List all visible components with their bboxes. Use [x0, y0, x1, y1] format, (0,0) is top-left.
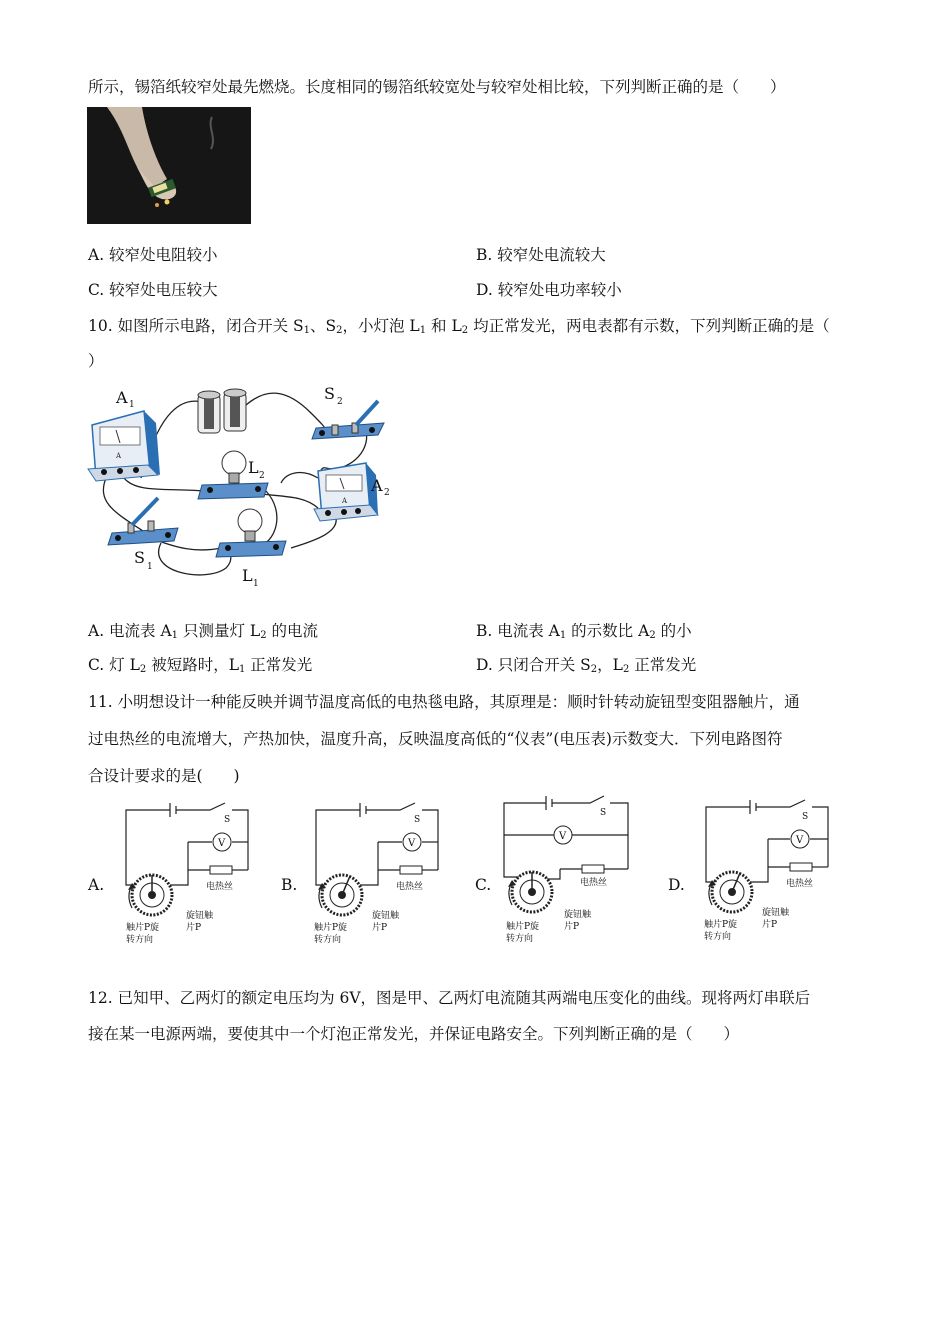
q11-circuit-a [110, 800, 260, 950]
svg-text:转方向: 转方向 [126, 935, 154, 945]
svg-text:S: S [802, 812, 809, 822]
label-l2-sub: 2 [259, 471, 265, 481]
label-l1-sub: 1 [253, 579, 259, 589]
svg-text:触片P旋: 触片P旋 [126, 923, 160, 933]
svg-text:V: V [218, 838, 226, 849]
svg-text:触片P旋: 触片P旋 [314, 923, 348, 933]
q9-option-c: C. 较窄处电压较大 [88, 281, 218, 299]
label-l2: L [248, 458, 259, 477]
q11-option-a-letter: A. [88, 876, 105, 894]
svg-text:S: S [600, 808, 607, 818]
q10-stem-end: ） [88, 352, 104, 370]
svg-text:电热丝: 电热丝 [396, 882, 424, 892]
q11-option-c-letter: C. [475, 876, 492, 894]
q10-option-d: D. 只闭合开关 $S_2$，$L_2$ 正常发光 [476, 656, 697, 675]
label-s1: S [134, 548, 145, 567]
svg-text:旋钮触: 旋钮触 [186, 911, 214, 921]
q11-stem-line-2: 过电热丝的电流增大，产热加快，温度升高，反映温度高低的“仪表”(电压表)示数变大．下列电路图符 [88, 730, 783, 748]
q12-stem-line-2: 接在某一电源两端，要使其中一个灯泡正常发光，并保证电路安全。下列判断正确的是（ ） [88, 1025, 740, 1043]
q11-option-b-letter: B. [281, 876, 298, 894]
svg-text:片P: 片P [762, 920, 778, 930]
svg-text:旋钮触: 旋钮触 [372, 911, 400, 921]
svg-text:触片P旋: 触片P旋 [704, 920, 738, 930]
q10-option-a: A. 电流表 $A_1$ 只测量灯 $L_2$ 的电流 [88, 622, 319, 641]
svg-text:转方向: 转方向 [314, 935, 342, 945]
q11-stem-line-1: 11. 小明想设计一种能反映并调节温度高低的电热毯电路，其原理是：顺时针转动旋钮型变阻器触片，通 [88, 693, 800, 711]
svg-text:旋钮触: 旋钮触 [762, 908, 790, 918]
bulb-l1 [216, 509, 286, 557]
label-s1-sub: 1 [147, 562, 153, 572]
label-l1: L [242, 566, 253, 585]
q10-circuit-figure [86, 383, 396, 593]
tinfoil-photo-image [87, 107, 251, 224]
svg-text:触片P旋: 触片P旋 [506, 922, 540, 932]
label-a1: A [116, 388, 128, 407]
svg-text:电热丝: 电热丝 [206, 882, 234, 892]
q9-option-b: B. 较窄处电流较大 [476, 246, 606, 264]
svg-text:片P: 片P [564, 922, 580, 932]
battery-pack [198, 389, 246, 433]
q11-option-d-letter: D. [668, 876, 685, 894]
label-a1-sub: 1 [129, 400, 135, 410]
ammeter-a1 [88, 411, 160, 481]
q11-circuit-c [490, 795, 640, 950]
svg-text:S: S [224, 815, 231, 825]
svg-text:S: S [414, 815, 421, 825]
q10-option-c: C. 灯 $L_2$ 被短路时，$L_1$ 正常发光 [88, 656, 313, 675]
svg-text:A: A [116, 452, 122, 460]
q9-stem: 所示，锡箔纸较窄处最先燃烧。长度相同的锡箔纸较宽处与较窄处相比较，下列判断正确的是（ ） [88, 78, 786, 96]
svg-text:V: V [796, 835, 804, 846]
q10-option-b: B. 电流表 $A_1$ 的示数比 $A_2$ 的小 [476, 622, 692, 641]
svg-text:片P: 片P [372, 923, 388, 933]
q9-option-a: A. 较窄处电阻较小 [88, 246, 218, 264]
q11-stem-line-3: 合设计要求的是( ) [88, 767, 240, 785]
q11-circuit-b [300, 800, 450, 950]
svg-text:转方向: 转方向 [704, 932, 732, 942]
a2-meter-letter: A [342, 497, 348, 505]
label-a2: A [371, 476, 383, 495]
svg-text:转方向: 转方向 [506, 934, 534, 944]
svg-text:电热丝: 电热丝 [580, 878, 608, 888]
label-s2: S [324, 384, 335, 403]
q12-stem-line-1: 12. 已知甲、乙两灯的额定电压均为 6V，图是甲、乙两灯电流随其两端电压变化的曲线。现将两灯串联后 [88, 989, 811, 1007]
switch-s1 [108, 498, 178, 545]
label-a2-sub: 2 [384, 488, 390, 498]
svg-text:片P: 片P [186, 923, 202, 933]
q10-circuit-drawing [86, 383, 396, 593]
ammeter-a2 [314, 463, 378, 521]
svg-text:V: V [559, 831, 567, 842]
q9-option-d: D. 较窄处电功率较小 [476, 281, 622, 299]
svg-text:V: V [408, 838, 416, 849]
q10-stem: 10. 如图所示电路，闭合开关 $S_1$、$S_2$，小灯泡 $L_1$ 和 $L_2$ 均正常发光，两电表都有示数，下列判断正确的是（ [88, 317, 830, 336]
svg-text:旋钮触: 旋钮触 [564, 910, 592, 920]
q11-circuit-d [690, 797, 840, 952]
tinfoil-photo [87, 107, 251, 224]
switch-s2 [312, 401, 384, 439]
svg-text:电热丝: 电热丝 [786, 879, 814, 889]
label-s2-sub: 2 [337, 397, 343, 407]
